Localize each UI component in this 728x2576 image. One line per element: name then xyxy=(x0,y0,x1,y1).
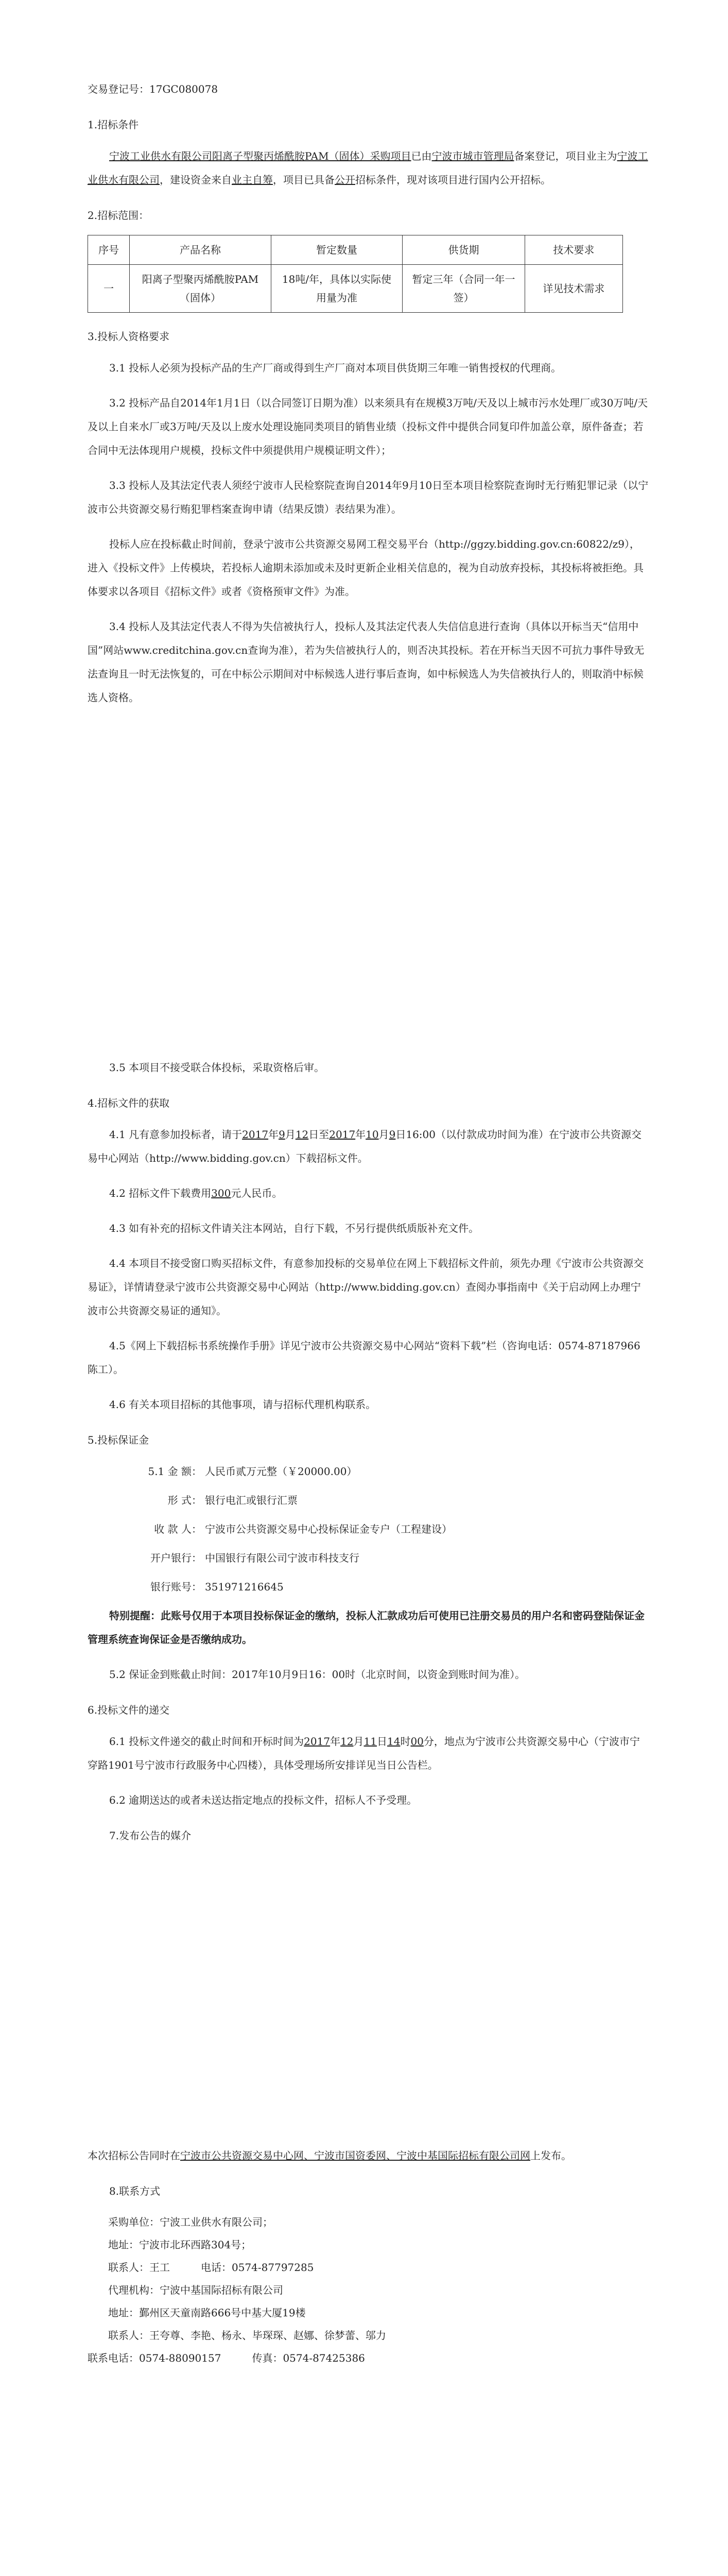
document-note: 4.4 本项目不接受窗口购买招标文件，有意参加投标的交易单位在网上下载招标文件前，须先办理《宁波市公共资源交易证》，详情请登录宁波市公共资源交易中心网站（http://www.bidding.gov.cn）查阅办事指南中《关于启动网上办理宁波市公共资源交易证的通知》。 xyxy=(88,1257,644,1317)
document-note: 4.3 如有补充的招标文件请关注本网站，自行下载，不另行提供纸质版补充文件。 xyxy=(109,1222,479,1234)
media-list: 宁波市公共资源交易中心网、宁波市国资委网、宁波中基国际招标有限公司网 xyxy=(180,2149,530,2162)
project-owner: 宁波工业供水有限公司 xyxy=(88,150,648,186)
table-cell: 一 xyxy=(88,265,130,313)
section-1-title: 1.招标条件 xyxy=(88,118,139,131)
header-cell: 供货期 xyxy=(403,235,525,265)
section-2-title: 2.招标范围： xyxy=(88,209,149,222)
agent-address: 地址：鄞州区天童南路666号中基大厦19楼 xyxy=(108,2307,306,2319)
submission-deadline: 6.1 投标文件递交的截止时间和开标时间为2017年12月11日14时00分，地点为宁波市公共资源交易中心（宁波市宁穿路1901号宁波市行政服务中心四楼），具体受理场所安排详见当日公告栏。 xyxy=(88,1735,640,1771)
qualification-item: 3.3 投标人及其法定代表人须经宁波市人民检察院查询自2014年9月10日至本项目检察院查询时无行贿犯罪记录（以宁波市公共资源交易行贿犯罪档案查询申请（结果反馈）表结果为准）。 xyxy=(88,479,649,515)
publication-media: 本次招标公告同时在宁波市公共资源交易中心网、宁波市国资委网、宁波中基国际招标有限公司网上发布。 xyxy=(88,2149,571,2162)
agent-phone-fax: 联系电话：0574-88090157 传真：0574-87425386 xyxy=(88,2352,365,2364)
section-1-body: 宁波工业供水有限公司阳离子型聚丙烯酰胺PAM（固体）采购项目已由宁波市城市管理局备案登记，项目业主为宁波工业供水有限公司，建设资金来自业主自筹，项目已具备公开招标条件，现对该项目进行国内公开招标。 xyxy=(88,150,648,186)
deposit-details: 5.1 金 额： 人民币贰万元整（￥20000.00） 形 式： 银行电汇或银行汇票 收 款 人： 宁波市公共资源交易中心投标保证金专户（工程建设） 开户银行： 中国银行有限公司宁波市科技支行 银行账号： 351971216645 xyxy=(148,1465,452,1593)
agent-contacts: 联系人：王夸尊、李艳、杨永、毕琛琛、赵娜、徐梦蕾、邬力 xyxy=(108,2329,386,2342)
section-6-title: 6.投标文件的递交 xyxy=(88,1704,170,1716)
contact-info xyxy=(88,2211,649,2369)
buyer-contact: 联系人：王工 电话：0574-87797285 xyxy=(108,2261,314,2274)
tender-mode: 公开 xyxy=(335,174,355,186)
table-cell: 阳离子型聚丙烯酰胺PAM（固体） xyxy=(130,265,271,313)
blank-space xyxy=(88,1855,649,2144)
qualification-item: 投标人应在投标截止时间前，登录宁波市公共资源交易网工程交易平台（http://ggzy.bidding.gov.cn:60822/z9），进入《投标文件》上传模块，若投标人逾期未添加或未及时更新企业相关信息的，视为自动放弃投标，其投标将被拒绝。具体要求以各项目《招标文件》或者《资格预审文件》为准。 xyxy=(88,538,644,598)
table-row xyxy=(88,265,623,313)
qualification-item: 3.2 投标产品自2014年1月1日（以合同签订日期为准）以来须具有在规模3万吨/天及以上城市污水处理厂或30万吨/天及以上自来水厂或3万吨/天及以上废水处理设施同类项目的销售业绩（投标文件中提供合同复印件加盖公章，原件备查；若合同中无法体现用户规模，投标文件中须提供用户规模证明文件）； xyxy=(88,397,648,456)
deposit-deadline: 5.2 保证金到账截止时间：2017年10月9日16：00时（北京时间，以资金到账时间为准）。 xyxy=(109,1668,526,1681)
deposit-account: 351971216645 xyxy=(205,1581,284,1593)
deposit-form: 银行电汇或银行汇票 xyxy=(205,1494,298,1506)
document-note: 4.6 有关本项目招标的其他事项，请与招标代理机构联系。 xyxy=(109,1398,376,1411)
header-cell: 技术要求 xyxy=(525,235,622,265)
deposit-amount: 人民币贰万元整（￥20000.00） xyxy=(205,1465,357,1478)
table-cell: 暂定三年（合同一年一签） xyxy=(403,265,525,313)
trade-registration-number: 交易登记号：17GC080078 xyxy=(88,83,218,95)
qualification-item: 3.4 投标人及其法定代表人不得为失信被执行人，投标人及其法定代表人失信信息进行查询（具体以开标当天“信用中国”网站www.creditchina.gov.cn查询为准），若为失信被执行人的，则否决其投标。若在开标当天因不可抗力事件导致无法查询且一时无法恢复的，可在中标公示期间对中标候选人进行事后查询，如中标候选人为失信被执行人的，则取消中标候选人资格。 xyxy=(88,620,645,704)
blank-space xyxy=(88,721,649,1056)
header-cell: 暂定数量 xyxy=(271,235,403,265)
section-7-title: 7.发布公告的媒介 xyxy=(109,1829,192,1842)
tender-scope-table xyxy=(88,235,623,313)
registration-authority: 宁波市城市管理局 xyxy=(431,150,514,162)
blank-space xyxy=(88,2369,649,2565)
qualification-item: 3.1 投标人必须为投标产品的生产厂商或得到生产厂商对本项目供货期三年唯一销售授权的代理商。 xyxy=(109,362,562,374)
section-4-title: 4.招标文件的获取 xyxy=(88,1097,170,1109)
table-cell: 详见技术需求 xyxy=(525,265,622,313)
buyer-address: 地址：宁波市北环西路304号； xyxy=(108,2239,252,2251)
section-8-title: 8.联系方式 xyxy=(109,2185,161,2197)
project-name: 宁波工业供水有限公司阳离子型聚丙烯酰胺PAM（固体）采购项目 xyxy=(109,150,411,162)
late-submission-note: 6.2 逾期送达的或者未送达指定地点的投标文件，招标人不予受理。 xyxy=(109,1794,418,1806)
header-cell: 序号 xyxy=(88,235,130,265)
document-fee: 4.2 招标文件下载费用300元人民币。 xyxy=(109,1187,283,1199)
header-cell: 产品名称 xyxy=(130,235,271,265)
buyer-name: 采购单位：宁波工业供水有限公司； xyxy=(108,2216,273,2228)
deposit-bank: 中国银行有限公司宁波市科技支行 xyxy=(205,1552,359,1564)
tender-notice xyxy=(88,77,649,2565)
qualification-item: 3.5 本项目不接受联合体投标，采取资格后审。 xyxy=(109,1061,325,1074)
section-3-title: 3.投标人资格要求 xyxy=(88,330,170,343)
fund-source: 业主自筹 xyxy=(232,174,273,186)
table-cell: 18吨/年，具体以实际使用量为准 xyxy=(271,265,403,313)
section-5-title: 5.投标保证金 xyxy=(88,1434,149,1446)
table-header-row xyxy=(88,235,623,265)
document-download-period: 4.1 凡有意参加投标者，请于2017年9月12日至2017年10月9日16:00（以付款成功时间为准）在宁波市公共资源交易中心网站（http://www.bidding.gov.cn）下载招标文件。 xyxy=(88,1128,642,1164)
deposit-payee: 宁波市公共资源交易中心投标保证金专户（工程建设） xyxy=(205,1523,452,1535)
deposit-special-reminder: 特别提醒：此账号仅用于本项目投标保证金的缴纳，投标人汇款成功后可使用已注册交易员的用户名和密码登陆保证金管理系统查询保证金是否缴纳成功。 xyxy=(88,1609,645,1646)
document-note: 4.5《网上下载招标书系统操作手册》详见宁波市公共资源交易中心网站“资料下载”栏（咨询电话：0574-87187966 陈工）。 xyxy=(88,1340,640,1376)
agent-name: 代理机构：宁波中基国际招标有限公司 xyxy=(108,2284,283,2296)
